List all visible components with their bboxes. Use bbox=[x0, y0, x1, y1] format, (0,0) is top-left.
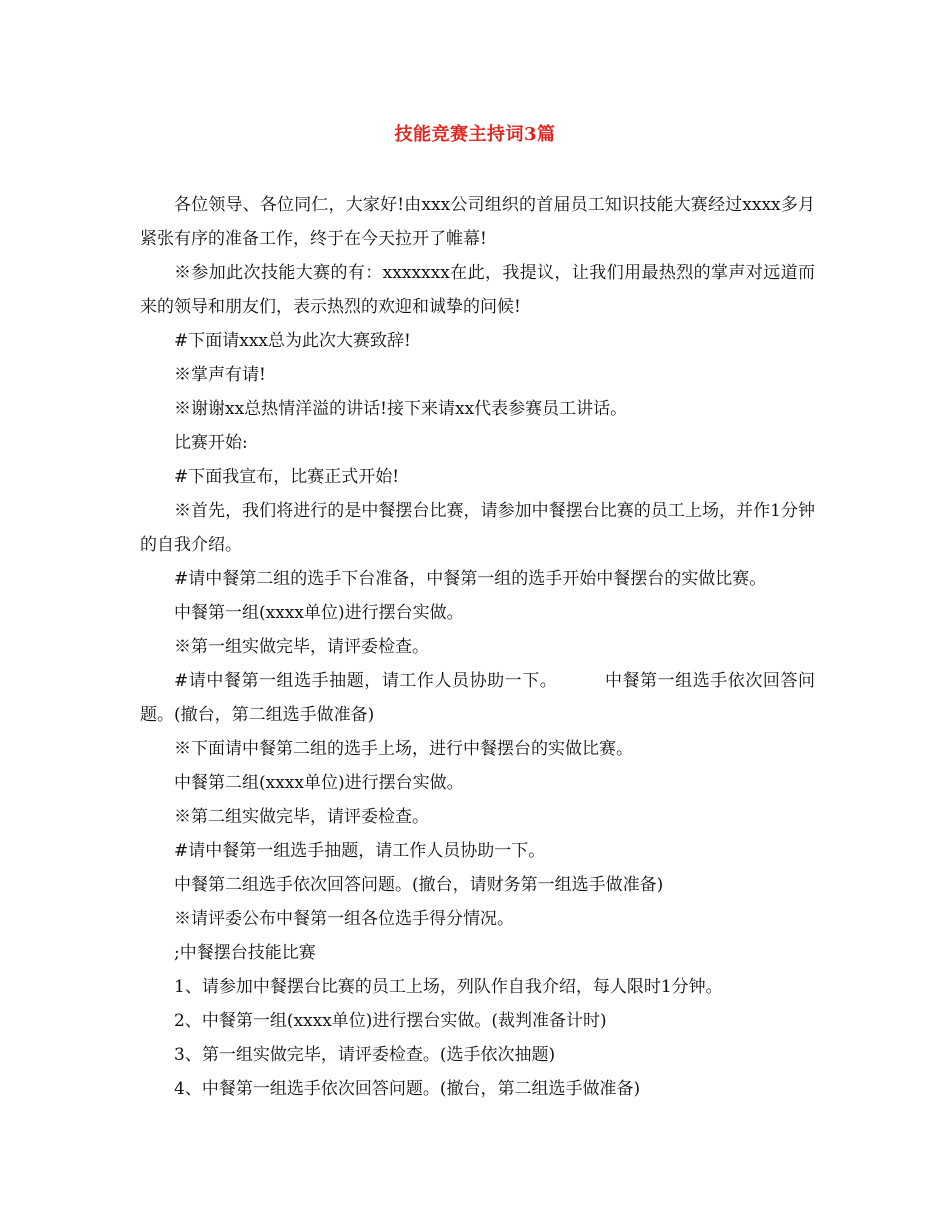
paragraph: ※下面请中餐第二组的选手上场，进行中餐摆台的实做比赛。 bbox=[174, 739, 633, 759]
paragraph: ※谢谢xx总热情洋溢的讲话!接下来请xx代表参赛员工讲话。 bbox=[174, 399, 628, 419]
paragraph: #请中餐第一组选手抽题，请工作人员协助一下。 bbox=[174, 841, 546, 861]
paragraph: 中餐第一组(xxxx单位)进行摆台实做。 bbox=[174, 603, 464, 623]
numbered-item: 1、请参加中餐摆台比赛的员工上场，列队作自我介绍，每人限时1分钟。 bbox=[174, 977, 723, 997]
paragraph: 中餐第二组选手依次回答问题。(撤台，请财务第一组选手做准备) bbox=[174, 875, 664, 895]
paragraph: #下面我宣布，比赛正式开始! bbox=[174, 467, 400, 487]
paragraph: ※请评委公布中餐第一组各位选手得分情况。 bbox=[174, 909, 514, 929]
numbered-item: 4、中餐第一组选手依次回答问题。(撤台，第二组选手做准备) bbox=[174, 1079, 641, 1099]
paragraph: #请中餐第二组的选手下台准备，中餐第一组的选手开始中餐摆台的实做比赛。 bbox=[174, 569, 767, 589]
paragraph: ※掌声有请! bbox=[174, 365, 266, 385]
numbered-item: 2、中餐第一组(xxxx单位)进行摆台实做。(裁判准备计时) bbox=[174, 1011, 607, 1031]
document-body bbox=[140, 188, 815, 1106]
paragraph: 比赛开始: bbox=[174, 433, 248, 453]
paragraph: #请中餐第一组选手抽题，请工作人员协助一下。 中餐第一组选手依次回答问题。(撤台，第二组选手做准备) bbox=[140, 671, 815, 725]
document-title: 技能竞赛主持词3篇 bbox=[394, 124, 556, 145]
numbered-item: 3、第一组实做完毕，请评委检查。(选手依次抽题) bbox=[174, 1045, 556, 1065]
paragraph: 各位领导、各位同仁，大家好!由xxx公司组织的首届员工知识技能大赛经过xxxx多月紧张有序的准备工作，终于在今天拉开了帷幕! bbox=[140, 195, 815, 249]
paragraph: #下面请xxx总为此次大赛致辞! bbox=[174, 331, 411, 351]
paragraph: 中餐第二组(xxxx单位)进行摆台实做。 bbox=[174, 773, 464, 793]
paragraph: ※参加此次技能大赛的有：xxxxxxx在此，我提议，让我们用最热烈的掌声对远道而来的领导和朋友们，表示热烈的欢迎和诚挚的问候! bbox=[140, 263, 815, 317]
paragraph: ※首先，我们将进行的是中餐摆台比赛，请参加中餐摆台比赛的员工上场，并作1分钟的自我介绍。 bbox=[140, 501, 815, 555]
paragraph: ※第二组实做完毕，请评委检查。 bbox=[174, 807, 429, 827]
paragraph: ※第一组实做完毕，请评委检查。 bbox=[174, 637, 429, 657]
section-heading: ;中餐摆台技能比赛 bbox=[174, 943, 316, 963]
